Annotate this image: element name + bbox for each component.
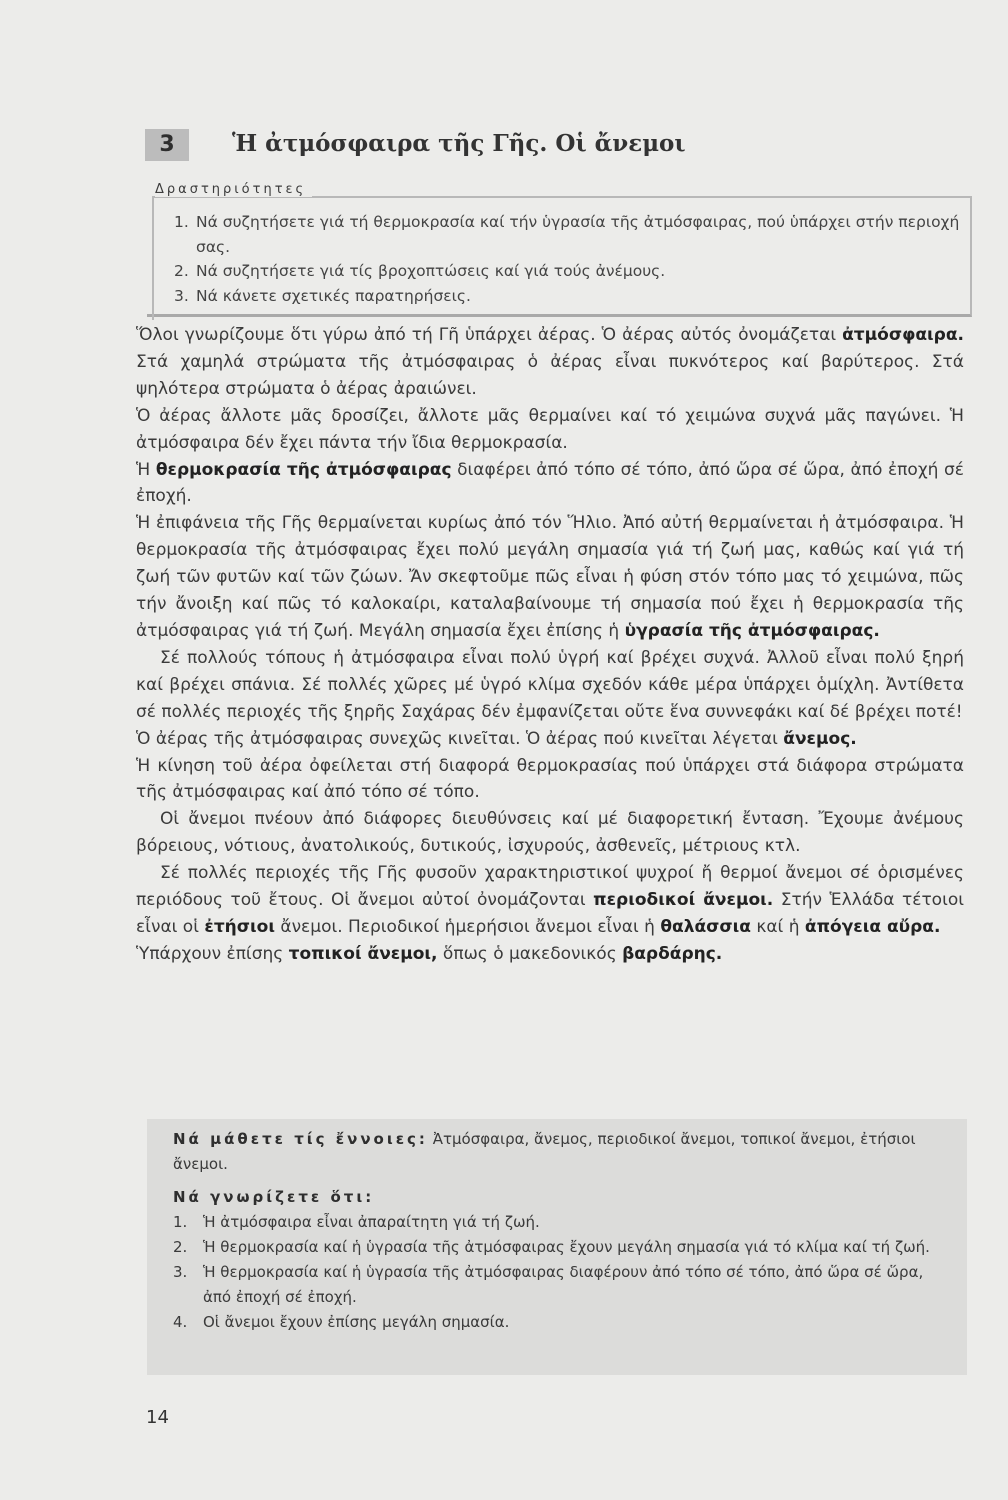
body-paragraph <box>136 726 964 753</box>
know-heading: Νά γνωρίζετε ὅτι: <box>173 1188 375 1206</box>
chapter-title: Ἡ ἀτμόσφαιρα τῆς Γῆς. Οἱ ἄνεμοι <box>232 130 686 157</box>
bold-term: θερμοκρασία τῆς ἀτμόσφαιρας <box>155 459 452 480</box>
body-text: Στήν Ἑλλάδα τέτοιοι εἶναι οἱ <box>136 890 964 937</box>
bold-term: τοπικοί ἄνεμοι, <box>288 943 438 964</box>
activities-heading: Δραστηριότητες <box>155 182 312 197</box>
know-number: 2. <box>173 1238 188 1256</box>
activities-left-border <box>152 196 154 320</box>
activity-item <box>174 210 964 259</box>
body-text: Ἡ <box>136 459 156 480</box>
know-number: 4. <box>173 1313 188 1331</box>
activities-list <box>174 210 964 308</box>
know-item <box>173 1260 953 1310</box>
know-item <box>173 1210 953 1235</box>
bold-term: ἀπόγεια αὔρα. <box>804 916 941 937</box>
body-text: Ὁ ἀέρας τῆς ἀτμόσφαιρας συνεχῶς κινεῖται. Ὁ ἀέρας πού κινεῖται λέγεται <box>136 728 784 749</box>
body-paragraph <box>136 806 964 860</box>
know-text: Ἡ θερμοκρασία καί ἡ ὑγρασία τῆς ἀτμόσφαιρας διαφέρουν ἀπό τόπο σέ τόπο, ἀπό ὥρα σέ ὥρα, ἀπό ἐποχή σέ ἐποχή. <box>203 1263 924 1306</box>
body-text: Στά χαμηλά στρώματα τῆς ἀτμόσφαιρας ὁ ἀέρας εἶναι πυκνότερος καί βαρύτερος. Στά ψηλότερα στρώματα ὁ ἀέρας ἀραιώνει. <box>136 351 964 399</box>
activity-text: Νά συζητήσετε γιά τή θερμοκρασία καί τήν ὑγρασία τῆς ἀτμόσφαιρας, πού ὑπάρχει στήν περιοχή σας. <box>196 213 960 256</box>
know-text: Ἡ ἀτμόσφαιρα εἶναι ἀπαραίτητη γιά τή ζωή. <box>203 1213 540 1231</box>
know-text: Ἡ θερμοκρασία καί ἡ ὑγρασία τῆς ἀτμόσφαιρας ἔχουν μεγάλη σημασία γιά τό κλίμα καί τή ζωή. <box>203 1238 930 1256</box>
body-paragraph <box>136 941 964 968</box>
bold-term: ἀτμόσφαιρα. <box>842 325 964 345</box>
body-text: ἄνεμοι. Περιοδικοί ἡμερήσιοι ἄνεμοι εἶναι ἡ <box>274 916 661 937</box>
bold-term: βαρδάρης. <box>622 943 723 964</box>
know-number: 3. <box>173 1263 188 1281</box>
chapter-number-badge: 3 <box>145 129 189 161</box>
page-number: 14 <box>146 1407 169 1428</box>
main-body-text <box>136 322 964 968</box>
know-number: 1. <box>173 1213 188 1231</box>
body-text: διαφέρει ἀπό τόπο σέ τόπο, ἀπό ὥρα σέ ὥρα, ἀπό ἐποχή σέ ἐποχή. <box>136 459 964 507</box>
summary-box <box>147 1119 967 1375</box>
body-text: Ὅλοι γνωρίζουμε ὅτι γύρω ἀπό τή Γῆ ὑπάρχει ἀέρας. Ὁ ἀέρας αὐτός ὀνομάζεται <box>136 325 843 345</box>
body-text: καί ἡ <box>750 916 805 937</box>
body-text: Ὁ ἀέρας ἄλλοτε μᾶς δροσίζει, ἄλλοτε μᾶς θερμαίνει καί τό χειμώνα συχνά μᾶς παγώνει. Ἡ ἀτμόσφαιρα δέν ἔχει πάντα τήν ἴδια θερμοκρασία. <box>136 405 964 453</box>
body-paragraph <box>136 457 964 511</box>
body-text: ὅπως ὁ μακεδονικός <box>437 943 623 964</box>
concepts-paragraph <box>173 1127 953 1177</box>
body-paragraph <box>136 403 964 457</box>
body-paragraph <box>136 322 964 403</box>
concepts-heading: Νά μάθετε τίς ἔννοιες: <box>173 1130 428 1148</box>
know-item <box>173 1310 953 1335</box>
body-text: Ὑπάρχουν ἐπίσης <box>136 943 289 964</box>
bold-term: περιοδικοί ἄνεμοι. <box>593 890 774 911</box>
activity-number: 1. <box>174 213 189 231</box>
know-item <box>173 1235 953 1260</box>
know-text: Οἱ ἄνεμοι ἔχουν ἐπίσης μεγάλη σημασία. <box>203 1313 510 1331</box>
bold-term: ὑγρασία τῆς ἀτμόσφαιρας. <box>624 620 880 641</box>
body-text: Ἡ ἐπιφάνεια τῆς Γῆς θερμαίνεται κυρίως ἀπό τόν Ἥλιο. Ἀπό αὐτή θερμαίνεται ἡ ἀτμόσφαιρα. Ἡ θερμοκρασία τῆς ἀτμόσφαιρας ἔχει πολύ μεγάλη σημασία γιά τή ζωή μας, καθώς καί γιά τή ζωή τῶν φυτῶν καί τῶν ζώων. Ἄν σκεφτοῦμε πῶς εἶναι ἡ φύση στόν τόπο μας τό χειμώνα, πῶς τήν ἄνοιξη καί πῶς τό καλοκαίρι, καταλαβαίνουμε τή σημασία πού ἔχει ἡ θερμοκρασία τῆς ἀτμόσφαιρας γιά τή ζωή. Μεγάλη σημασία ἔχει ἐπίσης ἡ <box>136 513 964 641</box>
body-text: Σέ πολλούς τόπους ἡ ἀτμόσφαιρα εἶναι πολύ ὑγρή καί βρέχει συχνά. Ἀλλοῦ εἶναι πολύ ξηρή καί βρέχει σπάνια. Σέ πολλές χῶρες μέ ὑγρό κλίμα σχεδόν κάθε μέρα ὑπάρχει ὁμίχλη. Ἀντίθετα σέ πολλές περιοχές τῆς ξηρῆς Σαχάρας δέν ἐμφανίζεται οὔτε ἕνα συννεφάκι καί δέ βρέχει ποτέ! <box>136 647 964 722</box>
body-text: Σέ πολλές περιοχές τῆς Γῆς φυσοῦν χαρακτηριστικοί ψυχροί ἤ θερμοί ἄνεμοι σέ ὁρισμένες περιόδους τοῦ ἔτους. Οἱ ἄνεμοι αὐτοί ὀνομάζονται <box>136 863 964 911</box>
activity-item <box>174 284 964 309</box>
body-text: Ἡ κίνηση τοῦ ἀέρα ὀφείλεται στή διαφορά θερμοκρασίας πού ὑπάρχει στά διάφορα στρώματα τῆς ἀτμόσφαιρας καί ἀπό τόπο σέ τόπο. <box>136 755 964 803</box>
bold-term: θαλάσσια <box>660 916 751 937</box>
concepts-text: Ἀτμόσφαιρα, ἄνεμος, περιοδικοί ἄνεμοι, τοπικοί ἄνεμοι, ἐτήσιοι ἄνεμοι. <box>173 1130 916 1173</box>
body-text: Οἱ ἄνεμοι πνέουν ἀπό διάφορες διευθύνσεις καί μέ διαφορετική ἔνταση. Ἔχουμε ἀνέμους βόρειους, νότιους, ἀνατολικούς, δυτικούς, ἰσχυρούς, ἀσθενεῖς, μέτριους κτλ. <box>136 809 964 857</box>
know-heading-paragraph <box>173 1185 953 1210</box>
bold-term: ἐτήσιοι <box>204 916 275 937</box>
body-paragraph <box>136 753 964 807</box>
summary-content <box>173 1127 953 1335</box>
activity-item <box>174 259 964 284</box>
bold-term: ἄνεμος. <box>783 728 857 749</box>
body-paragraph <box>136 645 964 726</box>
know-list <box>173 1210 953 1335</box>
activity-number: 3. <box>174 286 189 305</box>
body-paragraph <box>136 510 964 645</box>
activity-text: Νά συζητήσετε γιά τίς βροχοπτώσεις καί γιά τούς ἀνέμους. <box>196 262 666 280</box>
activity-number: 2. <box>174 262 189 280</box>
body-paragraph <box>136 860 964 941</box>
activity-text: Νά κάνετε σχετικές παρατηρήσεις. <box>196 286 471 305</box>
